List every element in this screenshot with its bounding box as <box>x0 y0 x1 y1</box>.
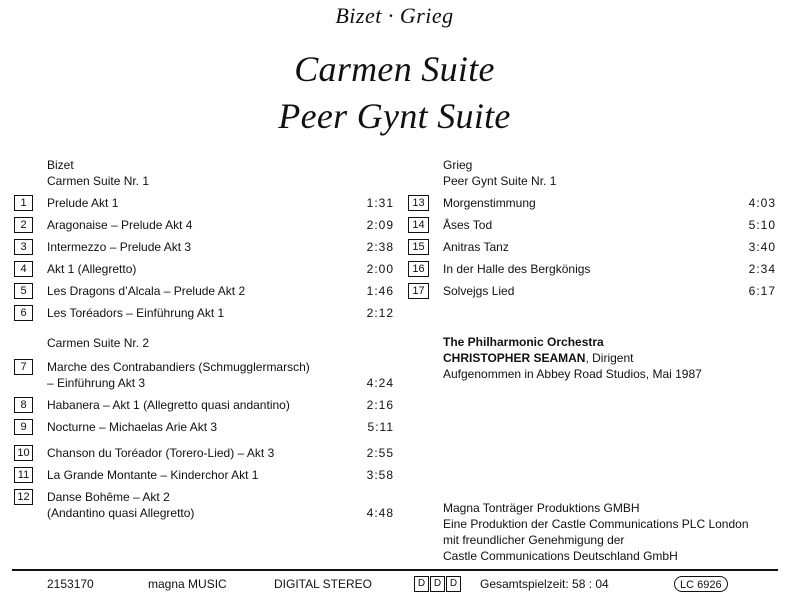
track-duration: 5:10 <box>748 218 776 232</box>
track-duration: 6:17 <box>748 284 776 298</box>
track-title: La Grande Montante – Kinderchor Akt 1 <box>47 468 259 482</box>
track-row[interactable] <box>14 397 394 413</box>
track-row[interactable] <box>14 261 394 277</box>
track-number: 12 <box>14 489 33 505</box>
track-number: 9 <box>14 419 33 435</box>
track-title: Akt 1 (Allegretto) <box>47 262 137 276</box>
ddd-letter: D <box>414 576 429 592</box>
track-number: 7 <box>14 359 33 375</box>
performer-credits <box>443 334 702 382</box>
track-duration: 4:24 <box>366 376 394 390</box>
track-duration: 1:31 <box>366 196 394 210</box>
track-number: 1 <box>14 195 33 211</box>
track-title-line2: – Einführung Akt 3 <box>47 376 146 390</box>
track-title: Åses Tod <box>443 218 493 232</box>
track-title: Les Dragons d’Alcala – Prelude Akt 2 <box>47 284 246 298</box>
suite-heading-peer-gynt-1: Peer Gynt Suite Nr. 1 <box>443 174 557 188</box>
track-row[interactable] <box>408 195 778 211</box>
track-row[interactable] <box>14 195 394 211</box>
track-title-line2: (Andantino quasi Allegretto) <box>47 506 195 520</box>
track-number: 2 <box>14 217 33 233</box>
right-column <box>408 157 778 299</box>
track-row[interactable] <box>14 489 394 521</box>
ddd-letter: D <box>430 576 445 592</box>
track-row[interactable] <box>408 217 778 233</box>
track-title-line1: Danse Bohême – Akt 2 <box>47 490 170 504</box>
conductor-role: , Dirigent <box>585 351 634 365</box>
ddd-letter: D <box>446 576 461 592</box>
track-title: Anitras Tanz <box>443 240 509 254</box>
track-number: 10 <box>14 445 33 461</box>
footer-bar <box>0 576 789 594</box>
footer-divider <box>12 569 778 571</box>
orchestra-name: The Philharmonic Orchestra <box>443 335 604 349</box>
track-title: Morgenstimmung <box>443 196 536 210</box>
track-row[interactable] <box>408 283 778 299</box>
producer-line: Magna Tonträger Produktions GMBH <box>443 501 640 515</box>
track-title: Intermezzo – Prelude Akt 3 <box>47 240 192 254</box>
producer-credits <box>443 500 749 564</box>
track-title: Chanson du Toréador (Torero-Lied) – Akt 3 <box>47 446 275 460</box>
track-title: Aragonaise – Prelude Akt 4 <box>47 218 193 232</box>
track-number: 11 <box>14 467 33 483</box>
track-duration: 2:16 <box>366 398 394 412</box>
track-title <box>47 359 394 391</box>
track-title: Les Toréadors – Einführung Akt 1 <box>47 306 225 320</box>
composer-bizet: Bizet <box>47 158 74 172</box>
track-number: 16 <box>408 261 429 277</box>
track-row[interactable] <box>14 239 394 255</box>
track-duration: 2:00 <box>366 262 394 276</box>
track-number: 4 <box>14 261 33 277</box>
track-duration: 2:34 <box>748 262 776 276</box>
lc-label: LC <box>680 579 695 591</box>
track-number: 17 <box>408 283 429 299</box>
track-title: Nocturne – Michaelas Arie Akt 3 <box>47 420 218 434</box>
catalog-number: 2153170 <box>47 577 94 591</box>
track-duration: 1:46 <box>366 284 394 298</box>
label-code-badge <box>674 576 728 592</box>
track-number: 3 <box>14 239 33 255</box>
track-title: In der Halle des Bergkönigs <box>443 262 591 276</box>
track-row[interactable] <box>14 217 394 233</box>
track-title-line1: Marche des Contrabandiers (Schmugglermarsch) <box>47 360 310 374</box>
recording-info: Aufgenommen in Abbey Road Studios, Mai 1987 <box>443 367 702 381</box>
composers-heading: Bizet · Grieg <box>335 3 454 28</box>
left-column <box>14 157 394 521</box>
ddd-code-badge <box>414 576 462 592</box>
track-title: Habanera – Akt 1 (Allegretto quasi andantino) <box>47 398 290 412</box>
track-duration: 2:38 <box>366 240 394 254</box>
track-number: 5 <box>14 283 33 299</box>
producer-line: mit freundlicher Genehmigung der <box>443 533 625 547</box>
track-duration: 3:58 <box>366 468 394 482</box>
track-duration: 4:03 <box>748 196 776 210</box>
total-playing-time: Gesamtspielzeit: 58 : 04 <box>480 577 609 591</box>
track-row[interactable] <box>14 445 394 461</box>
track-number: 6 <box>14 305 33 321</box>
producer-line: Eine Produktion der Castle Communications PLC London <box>443 517 749 531</box>
producer-line: Castle Communications Deutschland GmbH <box>443 549 678 563</box>
title-carmen-suite: Carmen Suite <box>294 49 495 89</box>
track-row[interactable] <box>14 359 394 391</box>
suite-heading-carmen-1: Carmen Suite Nr. 1 <box>47 174 150 188</box>
track-title <box>47 489 394 521</box>
conductor-line <box>443 350 702 366</box>
track-row[interactable] <box>408 261 778 277</box>
label-name: magna MUSIC <box>148 577 227 591</box>
track-number: 8 <box>14 397 33 413</box>
track-row[interactable] <box>14 467 394 483</box>
track-duration: 4:48 <box>366 506 394 520</box>
track-row[interactable] <box>14 305 394 321</box>
title-peer-gynt-suite: Peer Gynt Suite <box>278 96 511 136</box>
track-row[interactable] <box>14 283 394 299</box>
track-duration: 2:55 <box>366 446 394 460</box>
track-title: Solvejgs Lied <box>443 284 515 298</box>
track-duration: 5:11 <box>367 420 394 434</box>
track-number: 13 <box>408 195 429 211</box>
track-number: 14 <box>408 217 429 233</box>
lc-number: 6926 <box>697 579 722 591</box>
track-title: Prelude Akt 1 <box>47 196 119 210</box>
track-number: 15 <box>408 239 429 255</box>
track-row[interactable] <box>408 239 778 255</box>
track-duration: 3:40 <box>748 240 776 254</box>
track-duration: 2:09 <box>366 218 394 232</box>
track-row[interactable] <box>14 419 394 435</box>
conductor-name: CHRISTOPHER SEAMAN <box>443 351 586 365</box>
format-text: DIGITAL STEREO <box>274 577 373 591</box>
composer-grieg: Grieg <box>443 158 473 172</box>
track-duration: 2:12 <box>366 306 394 320</box>
suite-heading-carmen-2: Carmen Suite Nr. 2 <box>47 336 150 350</box>
